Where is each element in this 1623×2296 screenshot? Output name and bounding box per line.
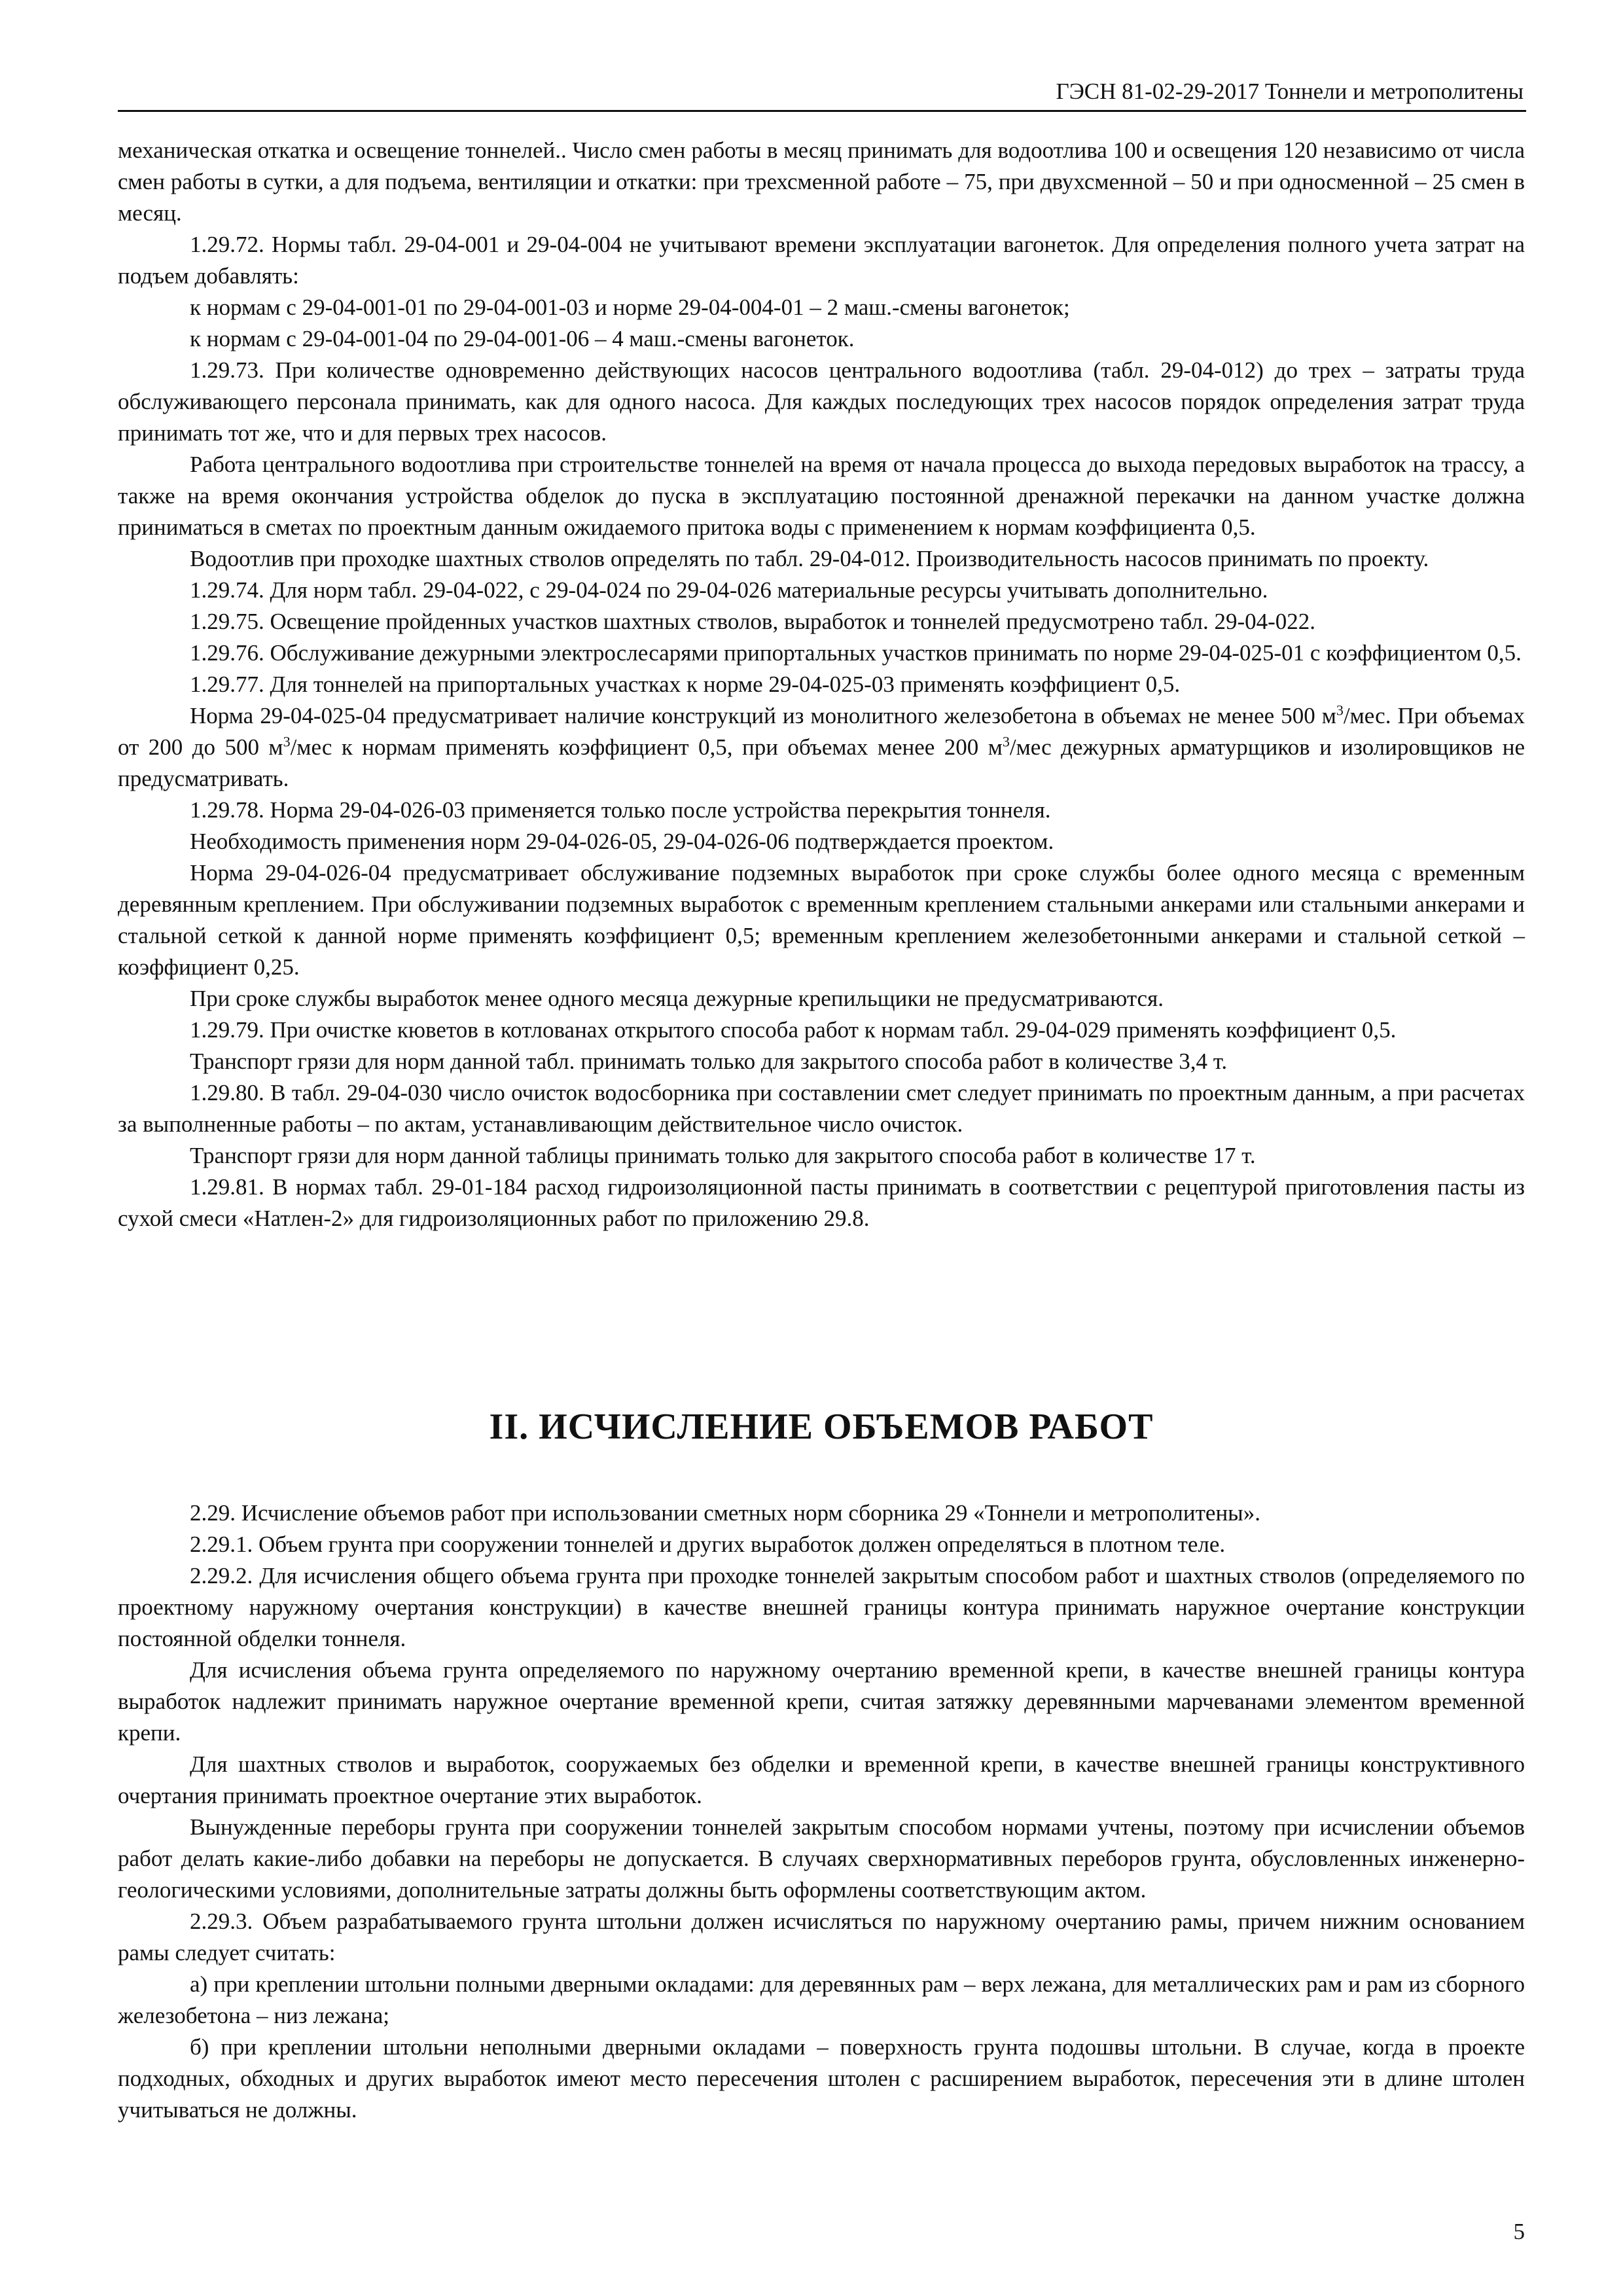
paragraph: Необходимость применения норм 29-04-026-05, 29-04-026-06 подтверждается проектом. — [190, 829, 1054, 854]
paragraph: 2.29.3. Объем разрабатываемого грунта штольни должен исчисляться по наружному очертанию рамы, причем нижним основанием рамы следует считать: — [118, 1909, 1525, 1965]
paragraph: б) при креплении штольни неполными дверными окладами – поверхность грунта подошвы штольни. В случае, когда в проекте подходных, обходных и других выработок имеют место пересечения штолен с расширением выработок, пересечения эти в длине штолен учитываться не должны. — [118, 2034, 1525, 2123]
norm-text: /мес дежурных арматурщиков и изолировщиков не предусматривать. — [118, 734, 1525, 791]
list-item: к нормам с 29-04-001-01 по 29-04-001-03 и норме 29-04-004-01 – 2 маш.-смены вагонеток; — [190, 295, 1070, 320]
paragraph: 2.29. Исчисление объемов работ при использовании сметных норм сборника 29 «Тоннели и метрополитены». — [190, 1500, 1260, 1526]
paragraph: а) при креплении штольни полными дверными окладами: для деревянных рам – верх лежана, для металлических рам и рам из сборного железобетона – низ лежана; — [118, 1971, 1525, 2028]
paragraph: Вынужденные переборы грунта при сооружении тоннелей закрытым способом нормами учтены, поэтому при исчислении объемов работ делать какие-либо добавки на переборы не допускается. В случаях сверхнормативных переборов грунта, обусловленных инженерно-геологическими условиями, дополнительные затраты должны быть оформлены соответствующим актом. — [118, 1814, 1525, 1903]
header-title: ГЭСН 81-02-29-2017 Тоннели и метрополитены — [1056, 79, 1524, 104]
superscript: 3 — [1002, 733, 1010, 750]
section-title: II. ИСЧИСЛЕНИЕ ОБЪЕМОВ РАБОТ — [489, 1407, 1154, 1447]
paragraph: механическая откатка и освещение тоннелей.. Число смен работы в месяц принимать для водоотлива 100 и освещения 120 независимо от числа смен работы в сутки, а для подъема, вентиляции и откатки: при трехсменной работе – 75, при двухсменной – 50 и при односменной – 25 смен в месяц. — [118, 137, 1525, 226]
paragraph: 2.29.1. Объем грунта при сооружении тоннелей и других выработок должен определяться в плотном теле. — [190, 1532, 1226, 1557]
paragraph: Водоотлив при проходке шахтных стволов определять по табл. 29-04-012. Производительность насосов принимать по проекту. — [190, 546, 1429, 571]
paragraph: Для шахтных стволов и выработок, сооружаемых без обделки и временной крепи, в качестве внешней границы конструктивного очертания принимать проектное очертание этих выработок. — [118, 1751, 1525, 1808]
paragraph: 1.29.76. Обслуживание дежурными электрослесарями припортальных участков принимать по норме 29-04-025-01 с коэффициентом 0,5. — [190, 640, 1522, 666]
paragraph: 2.29.2. Для исчисления общего объема грунта при проходке тоннелей закрытым способом работ и шахтных стволов (определяемого по проектному наружному очертания конструкции) в качестве внешней границы контура принимать наружное очертание конструкции постоянной обделки тоннеля. — [118, 1563, 1525, 1651]
paragraph: 1.29.75. Освещение пройденных участков шахтных стволов, выработок и тоннелей предусмотрено табл. 29-04-022. — [190, 609, 1316, 634]
paragraph: Транспорт грязи для норм данной таблицы принимать только для закрытого способа работ в количестве 17 т. — [190, 1143, 1256, 1168]
paragraph: Транспорт грязи для норм данной табл. принимать только для закрытого способа работ в количестве 3,4 т. — [190, 1049, 1228, 1074]
paragraph: Для исчисления объема грунта определяемого по наружному очертанию временной крепи, в качестве внешней границы контура выработок надлежит принимать наружное очертание временной крепи, считая затяжку деревянными марчеванами элементом временной крепи. — [118, 1657, 1525, 1746]
paragraph: 1.29.73. При количестве одновременно действующих насосов центрального водоотлива (табл. 29-04-012) до трех – затраты труда обслуживающего персонала принимать, как для одного насоса. Для каждых последующих трех насосов порядок определения затрат труда принимать тот же, что и для первых трех насосов. — [118, 357, 1525, 446]
page-header — [118, 73, 1526, 112]
norm-text: /мес к нормам применять коэффициент 0,5, при объемах менее 200 м — [290, 734, 1003, 760]
norm-text: /мес. При объемах от 200 до 500 м — [118, 703, 1525, 760]
list-item: к нормам с 29-04-001-04 по 29-04-001-06 – 4 маш.-смены вагонеток. — [190, 326, 855, 351]
paragraph: 1.29.77. Для тоннелей на припортальных участках к норме 29-04-025-03 применять коэффициент 0,5. — [190, 672, 1181, 697]
superscript: 3 — [283, 733, 291, 750]
norm-text: Норма 29-04-025-04 предусматривает наличие конструкций из монолитного железобетона в объемах не менее 500 м — [190, 703, 1336, 728]
paragraph: 1.29.80. В табл. 29-04-030 число очисток водосборника при составлении смет следует принимать по проектным данным, а при расчетах за выполненные работы – по актам, устанавливающим действительное число очисток. — [118, 1080, 1525, 1137]
paragraph: 1.29.78. Норма 29-04-026-03 применяется только после устройства перекрытия тоннеля. — [190, 797, 1051, 823]
body-text-part1 — [118, 135, 1525, 1234]
paragraph: 1.29.74. Для норм табл. 29-04-022, с 29-04-024 по 29-04-026 материальные ресурсы учитывать дополнительно. — [190, 577, 1268, 603]
paragraph: Работа центрального водоотлива при строительстве тоннелей на время от начала процесса до выхода передовых выработок на трассу, а также на время окончания устройства обделок до пуска в эксплуатацию постоянной дренажной перекачки на данном участке должна приниматься в сметах по проектным данным ожидаемого притока воды с применением к нормам коэффициента 0,5. — [118, 452, 1525, 540]
paragraph: При сроке службы выработок менее одного месяца дежурные крепильщики не предусматриваются. — [190, 986, 1164, 1011]
paragraph: 1.29.81. В нормах табл. 29-01-184 расход гидроизоляционной пасты принимать в соответствии с рецептурой приготовления пасты из сухой смеси «Натлен-2» для гидроизоляционных работ по приложению 29.8. — [118, 1174, 1525, 1231]
paragraph: 1.29.79. При очистке кюветов в котлованах открытого способа работ к нормам табл. 29-04-029 применять коэффициент 0,5. — [190, 1017, 1397, 1043]
page-number: 5 — [1513, 2219, 1525, 2244]
paragraph: Норма 29-04-026-04 предусматривает обслуживание подземных выработок при сроке службы более одного месяца с временным деревянным креплением. При обслуживании подземных выработок с временным креплением стальными анкерами или стальными анкерами и стальной сеткой к данной норме применять коэффициент 0,5; временным креплением железобетонными анкерами и стальной сеткой – коэффициент 0,25. — [118, 860, 1525, 980]
paragraph: 1.29.72. Нормы табл. 29-04-001 и 29-04-004 не учитывают времени эксплуатации вагонеток. Для определения полного учета затрат на подъем добавлять: — [118, 232, 1525, 289]
body-text-section2 — [118, 1498, 1525, 2126]
superscript: 3 — [1336, 702, 1344, 719]
paragraph-norm-025-04 — [118, 700, 1525, 795]
